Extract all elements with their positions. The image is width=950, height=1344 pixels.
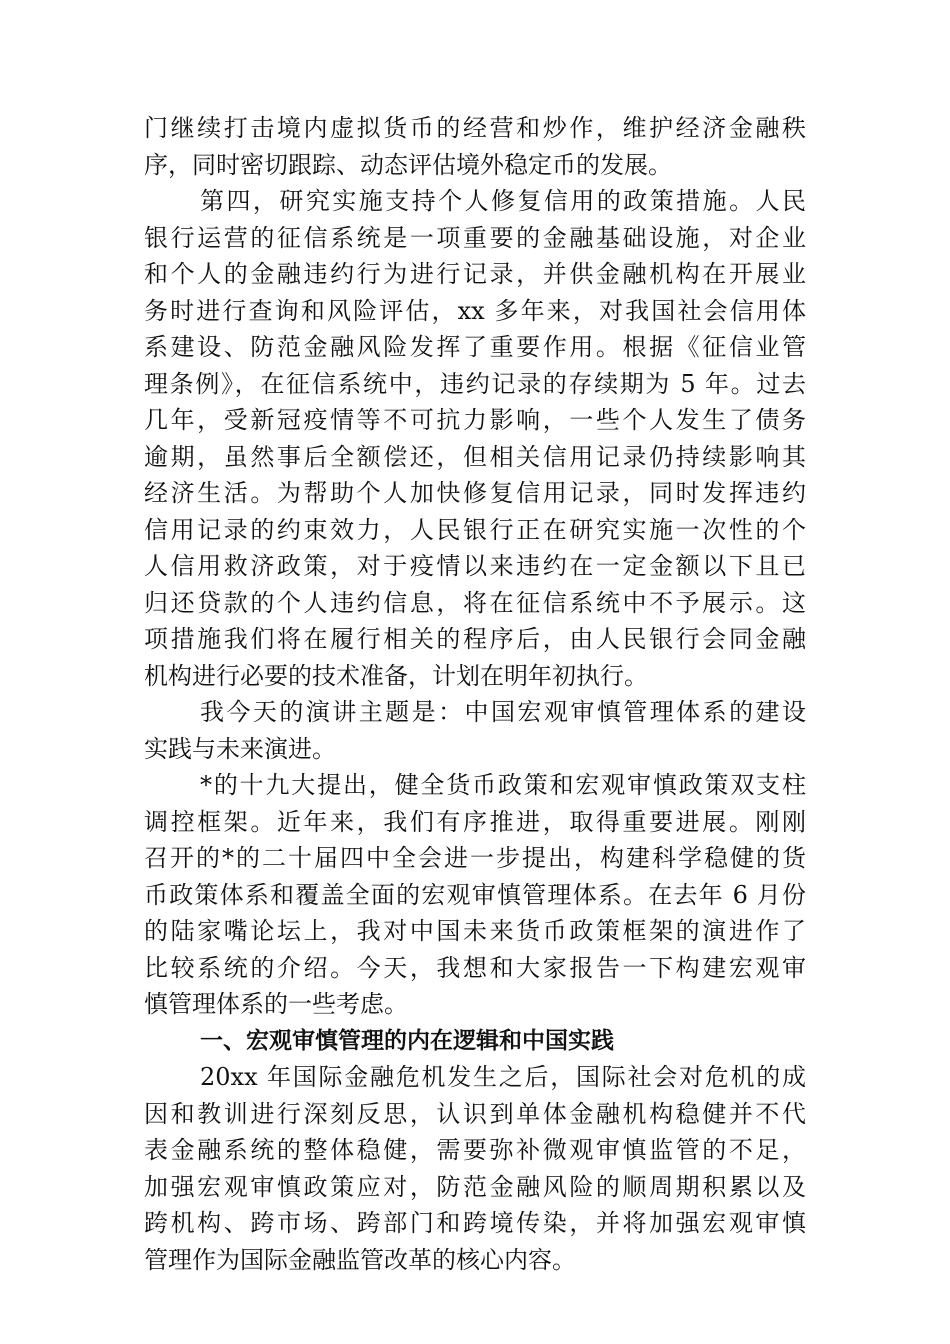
text-line: 我今天的演讲主题是：中国宏观审慎管理体系的建设 bbox=[200, 698, 806, 726]
text-line: 币政策体系和覆盖全面的宏观审慎管理体系。在去年 6 月份 bbox=[144, 880, 806, 909]
paragraph bbox=[144, 694, 806, 767]
text-line: 因和教训进行深刻反思，认识到单体金融机构稳健并不代 bbox=[144, 1099, 806, 1128]
text-line: 的陆家嘴论坛上，我对中国未来货币政策框架的演进作了 bbox=[144, 917, 806, 945]
text-line: 信用记录的约束效力，人民银行正在研究实施一次性的个 bbox=[144, 515, 806, 544]
text-line: 比较系统的介绍。今天，我想和大家报告一下构建宏观审 bbox=[144, 953, 806, 982]
text-line: 实践与未来演进。 bbox=[144, 734, 336, 763]
paragraph bbox=[144, 110, 806, 183]
text-line: 和个人的金融违约行为进行记录，并供金融机构在开展业 bbox=[144, 260, 806, 288]
text-line: 银行运营的征信系统是一项重要的金融基础设施，对企业 bbox=[144, 223, 806, 252]
text-line: 慎管理体系的一些考虑。 bbox=[144, 990, 408, 1018]
text-line: 召开的*的二十届四中全会进一步提出，构建科学稳健的货 bbox=[144, 844, 806, 872]
text-line: 序，同时密切跟踪、动态评估境外稳定币的发展。 bbox=[144, 150, 672, 179]
section-heading bbox=[144, 1023, 806, 1060]
text-line: 20xx 年国际金融危机发生之后，国际社会对危机的成 bbox=[200, 1063, 806, 1091]
text-line: 第四，研究实施支持个人修复信用的政策措施。人民 bbox=[200, 187, 806, 215]
text-line: 加强宏观审慎政策应对，防范金融风险的顺周期积累以及 bbox=[144, 1172, 806, 1201]
text-line: 门继续打击境内虚拟货币的经营和炒作，维护经济金融秩 bbox=[144, 114, 806, 142]
text-line: 项措施我们将在履行相关的程序后，由人民银行会同金融 bbox=[144, 625, 806, 653]
paragraph bbox=[144, 767, 806, 1023]
paragraph bbox=[144, 183, 806, 694]
text-line: 调控框架。近年来，我们有序推进，取得重要进展。刚刚 bbox=[144, 807, 806, 836]
text-line: 几年，受新冠疫情等不可抗力影响，一些个人发生了债务 bbox=[144, 406, 806, 434]
text-line: 系建设、防范金融风险发挥了重要作用。根据《征信业管 bbox=[144, 333, 806, 361]
text-line: 理条例》，在征信系统中，违约记录的存续期为 5 年。过去 bbox=[144, 369, 806, 398]
text-line: 人信用救济政策，对于疫情以来违约在一定金额以下且已 bbox=[144, 552, 806, 580]
text-line: 务时进行查询和风险评估，xx 多年来，对我国社会信用体 bbox=[144, 296, 806, 325]
paragraph bbox=[144, 1059, 806, 1278]
text-line: 逾期，虽然事后全额偿还，但相关信用记录仍持续影响其 bbox=[144, 442, 806, 471]
text-line: 机构进行必要的技术准备，计划在明年初执行。 bbox=[144, 661, 648, 690]
text-line: *的十九大提出，健全货币政策和宏观审慎政策双支柱 bbox=[200, 771, 806, 799]
text-line: 归还贷款的个人违约信息，将在征信系统中不予展示。这 bbox=[144, 588, 806, 617]
text-line: 经济生活。为帮助个人加快修复信用记录，同时发挥违约 bbox=[144, 479, 806, 507]
document-body bbox=[144, 110, 806, 1278]
text-line: 表金融系统的整体稳健，需要弥补微观审慎监管的不足， bbox=[144, 1136, 806, 1164]
heading-text: 一、宏观审慎管理的内在逻辑和中国实践 bbox=[200, 1027, 614, 1054]
text-line: 管理作为国际金融监管改革的核心内容。 bbox=[144, 1245, 576, 1274]
text-line: 跨机构、跨市场、跨部门和跨境传染，并将加强宏观审慎 bbox=[144, 1209, 806, 1237]
